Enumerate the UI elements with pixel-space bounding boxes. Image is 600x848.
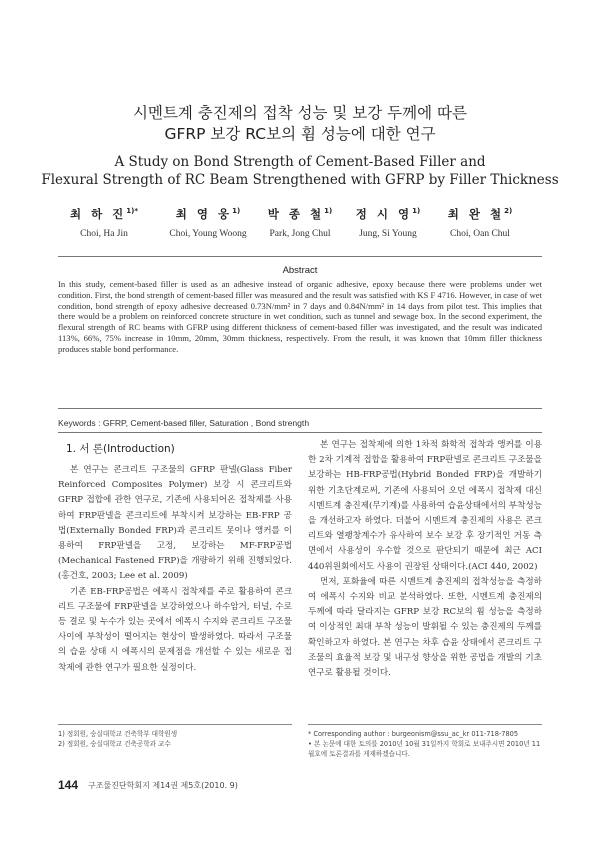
author-affiliation-mark: 1) (324, 207, 333, 215)
journal-info: 구조물진단학회지 제14권 제5호(2010. 9) (88, 781, 238, 790)
footnote-rule-left (58, 724, 292, 725)
section-heading: 1. 서 론(Introduction) (66, 443, 175, 455)
body-paragraph: 본 연구는 접착제에 의한 1차적 화학적 접착과 앵커를 이용한 2차 기계적 접합을 활용하여 FRP판넬로 콘크리트 구조물을 보강하는 HB-FRP공법(Hybrid Bonded FRP)을 개발하기 위한 기초단계로써, 기존에 사용되어 오던 에폭시 접착제 대신 시멘트계 충진제(무기계)를 사용하여 습윤상태에서의 부착성능을 개선하고자 하였다. 더불어 시멘트계 충진제의 사용은 콘크리트와 열팽창계수가 유사하여 보수 보강 후 장기적인 거동 측면에서 사용성이 우수할 것으로 판단되기 때문에 최근 ACI 440위원회에서도 사용이 권장된 상태이다.(ACI 440, 2002) (308, 440, 542, 572)
author-affiliation-mark: 1) (232, 207, 241, 215)
author-affiliation-mark: 2) (504, 207, 513, 215)
title-korean-line: GFRP 보강 RC보의 휨 성능에 대한 연구 (164, 125, 436, 143)
author-name-korean: 최 하 진 (69, 206, 127, 221)
author-name-english: Choi, Ha Jin (80, 228, 128, 239)
abstract-text: In this study, cement-based filler is used as an adhesive instead of organic adhesive, epoxy because there were problems under wet condition. First, the bond strength of cement-based filler was measured and the result was satisfied with KS F 4716. However, in case of wet condition, bond strength of epoxy adhesive decreased 0.73N/mm² in 7 days and 0.84N/mm² in 14 days from pilot test. This implies that there would be a problem on reinforced concrete structure in wet condition, such as tunnel and sewage box. In the second experiment, the flexural strength of RC beams with GFRP using different thickness of cement-based filler was investigated, and the result was indicated 113%, 66%, 75% increase in 10mm, 20mm, 30mm thickness, respectively. From the result, it was known that 10mm filler thickness produces stable bond performance. (58, 279, 542, 354)
footnotes-left (58, 729, 292, 749)
footnote: * Corresponding author : burgeonism@ssu_ac_kr 011-718-7805 (308, 730, 519, 738)
abstract-bottom-rule (58, 408, 542, 409)
abstract-heading: Abstract (282, 265, 318, 276)
body-paragraph: 본 연구는 콘크리트 구조물의 GFRP 판넬(Glass Fiber Reinforced Composites Polymer) 보강 시 콘크리트와 GFRP 접합에 관한 연구로, 기존에 사용되어온 접착제를 사용하여 FRP판넬을 콘크리트에 부착시켜 보강하는 EB-FRP 공법(Externally Bonded FRP)과 콘크리트 못이나 앵커를 이용하여 FRP판넬을 고정, 보강하는 MF-FRP공법(Mechanical Fastened FRP)을 개량하기 위해 진행되었다. (홍건호, 2003; Lee et al. 2009) (58, 465, 292, 582)
title-english-line: Flexural Strength of RC Beam Strengthened with GFRP by Filler Thickness (41, 171, 559, 188)
author-name-korean: 최 완 철 (447, 206, 505, 221)
author-name-korean: 최 영 웅 (175, 206, 233, 221)
author-name-korean: 정 시 영 (355, 206, 413, 221)
author-name-english: Choi, Young Woong (169, 228, 247, 239)
footnote: • 본 논문에 대한 토의를 2010년 10월 31일까지 학회로 보내주시면 2010년 11월호에 토론결과를 게재하겠습니다. (308, 740, 541, 758)
author-1 (49, 203, 159, 241)
footnote: 1) 정회원, 숭실대학교 건축학부 대학원생 (58, 730, 178, 738)
footnote: 2) 정회원, 숭실대학교 건축공학과 교수 (58, 740, 171, 748)
author-affiliation-mark: 1)* (126, 207, 139, 215)
title-korean-line: 시멘트계 충진제의 접착 성능 및 보강 두께에 따른 (133, 104, 467, 122)
body-paragraph: 먼저, 포화율에 따른 시멘트계 충진제의 접착성능을 측정하여 에폭시 수지와 비교 분석하였다. 또한, 시멘트계 충진제의 두께에 따라 달라지는 GFRP 보강 RC보의 휨 성능을 측정하여 이상적인 최대 부착 성능이 발휘될 수 있는 충진제의 두께를 확인하고자 하였다. 본 연구는 차후 습윤 상태에서 콘크리트 구조물의 효율적 보강 및 내구성 향상을 위한 공법을 개발의 기초 연구로 활용될 것이다. (308, 576, 542, 679)
title-english-line: A Study on Bond Strength of Cement-Based Filler and (114, 154, 486, 170)
abstract-top-rule (58, 256, 542, 257)
title-korean (0, 103, 600, 145)
title-english (0, 154, 600, 189)
author-name-english: Choi, Oan Chul (450, 228, 510, 239)
footnotes-right (308, 729, 542, 759)
author-affiliation-mark: 1) (412, 207, 421, 215)
footnote-rule-right (308, 724, 542, 725)
author-5 (425, 203, 535, 241)
keywords-bottom-rule (58, 432, 542, 433)
author-name-korean: 박 종 철 (267, 206, 325, 221)
author-name-english: Park, Jong Chul (269, 228, 331, 239)
author-name-english: Jung, Si Young (359, 228, 417, 239)
keywords: Keywords : GFRP, Cement-based filler, Saturation , Bond strength (58, 418, 310, 428)
page-number: 144 (58, 778, 79, 792)
body-paragraph: 기존 EB-FRP공법은 에폭시 접착제를 주로 활용하여 콘크리트 구조물에 FRP판넬을 보강하였으나 하수암거, 터널, 수로 등 결로 및 누수가 있는 곳에서 에폭시 수지와 콘크리트 구조물 사이에 부착성이 떨어지는 현상이 발생하였다. 따라서 구조물의 습윤 상태 시 에폭시의 문제점을 개선할 수 있는 새로운 접착제에 관한 연구가 필요한 실정이다. (58, 586, 292, 673)
